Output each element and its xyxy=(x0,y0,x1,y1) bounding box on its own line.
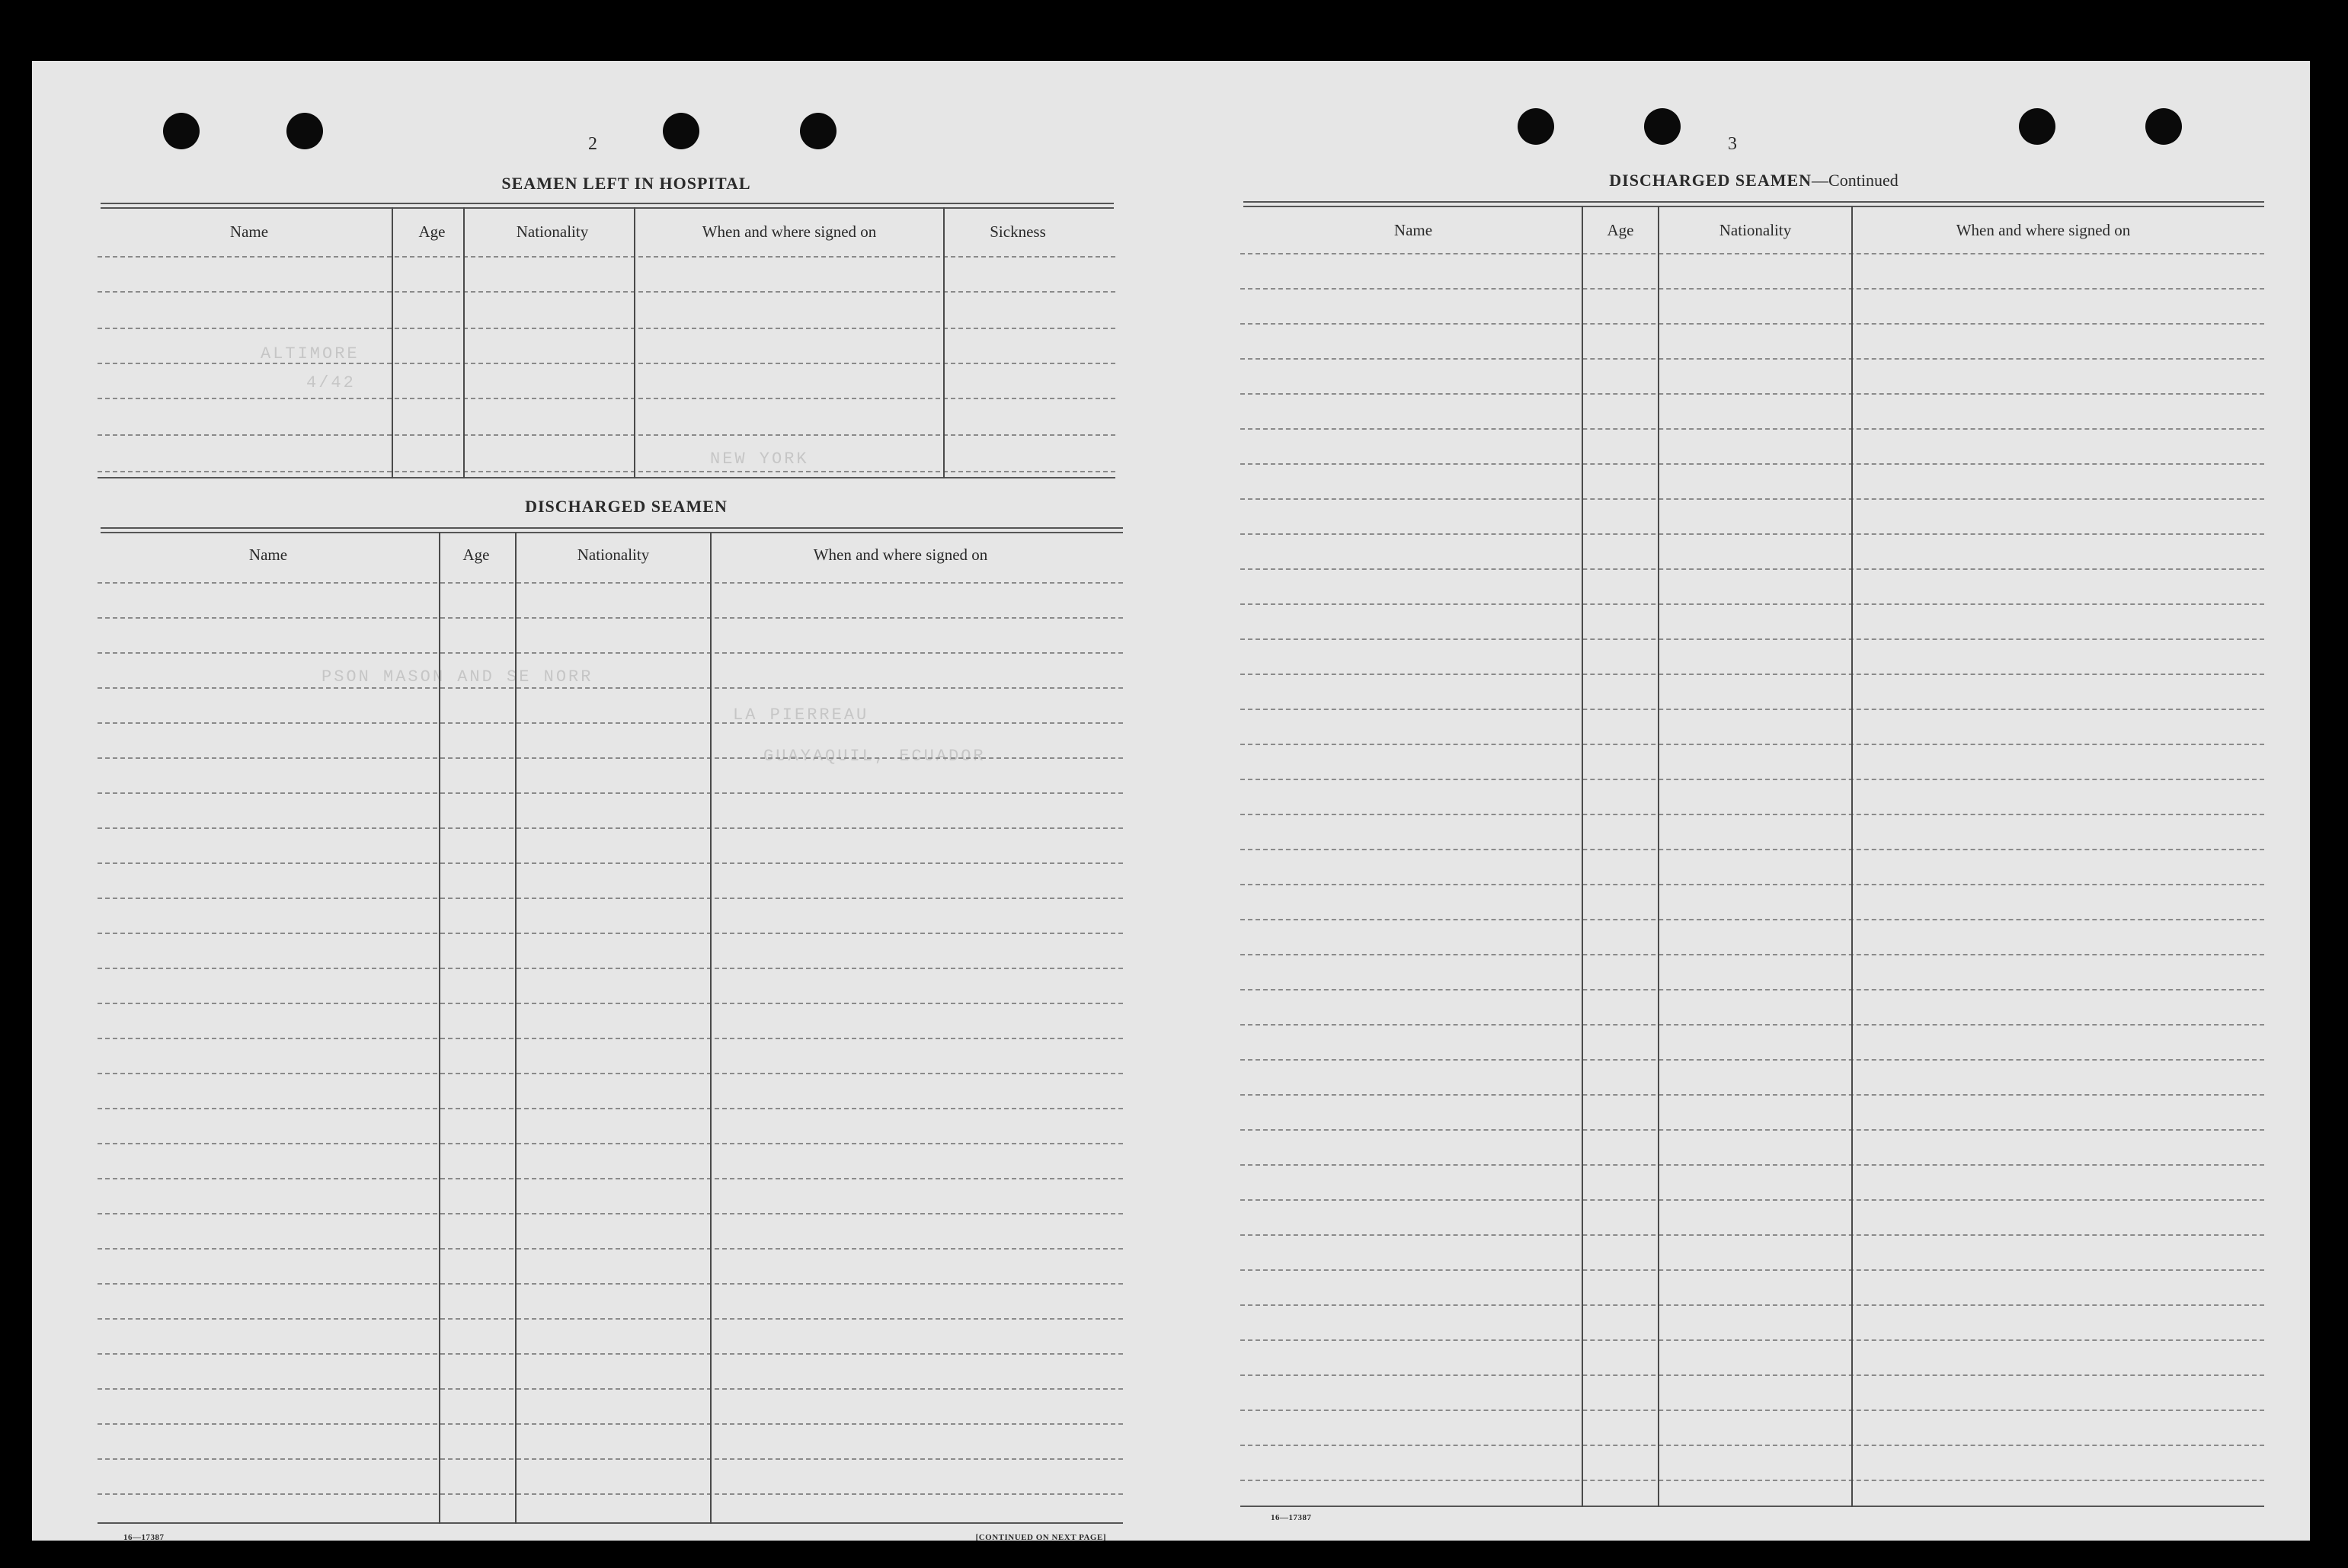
show-through-text: PSON MASON AND SE NORR xyxy=(321,667,593,686)
column-header: When and where signed on xyxy=(1956,221,2131,239)
show-through-text: LA PIERREAU xyxy=(733,706,869,725)
column-header: Name xyxy=(229,222,269,241)
discharged-continued-title: DISCHARGED SEAMEN—Continued xyxy=(1609,171,1899,190)
column-header: Age xyxy=(462,546,490,564)
column-header: Nationality xyxy=(1719,221,1792,239)
show-through-text: NEW YORK xyxy=(710,450,809,469)
punch-hole xyxy=(2019,108,2055,145)
form-number-left: 16—17387 xyxy=(123,1533,165,1542)
punch-hole xyxy=(1644,108,1681,145)
hospital-section-title: SEAMEN LEFT IN HOSPITAL xyxy=(501,174,751,193)
punch-hole xyxy=(1518,108,1554,145)
punch-hole xyxy=(286,113,323,149)
column-header: When and where signed on xyxy=(813,546,988,564)
page-number-right: 3 xyxy=(1728,134,1737,154)
document-sheet xyxy=(32,61,2310,1541)
column-header: Age xyxy=(1607,221,1634,239)
continued-note: [CONTINUED ON NEXT PAGE] xyxy=(975,1533,1106,1542)
show-through-text: GUAYAQUIL, ECUADOR xyxy=(763,747,986,766)
column-header: Age xyxy=(418,222,446,241)
show-through-text: 4/42 xyxy=(306,373,356,392)
punch-hole xyxy=(2145,108,2182,145)
punch-hole xyxy=(800,113,837,149)
page-number-left: 2 xyxy=(588,134,597,154)
punch-hole xyxy=(163,113,200,149)
form-number-right: 16—17387 xyxy=(1271,1513,1312,1522)
column-header: When and where signed on xyxy=(702,222,877,241)
discharged-section-title: DISCHARGED SEAMEN xyxy=(525,497,728,516)
column-header: Name xyxy=(1393,221,1433,239)
column-header: Nationality xyxy=(577,546,650,564)
column-header: Name xyxy=(248,546,288,564)
punch-hole xyxy=(663,113,699,149)
column-header: Nationality xyxy=(516,222,589,241)
column-header: Sickness xyxy=(990,222,1046,241)
show-through-text: ALTIMORE xyxy=(261,344,360,363)
